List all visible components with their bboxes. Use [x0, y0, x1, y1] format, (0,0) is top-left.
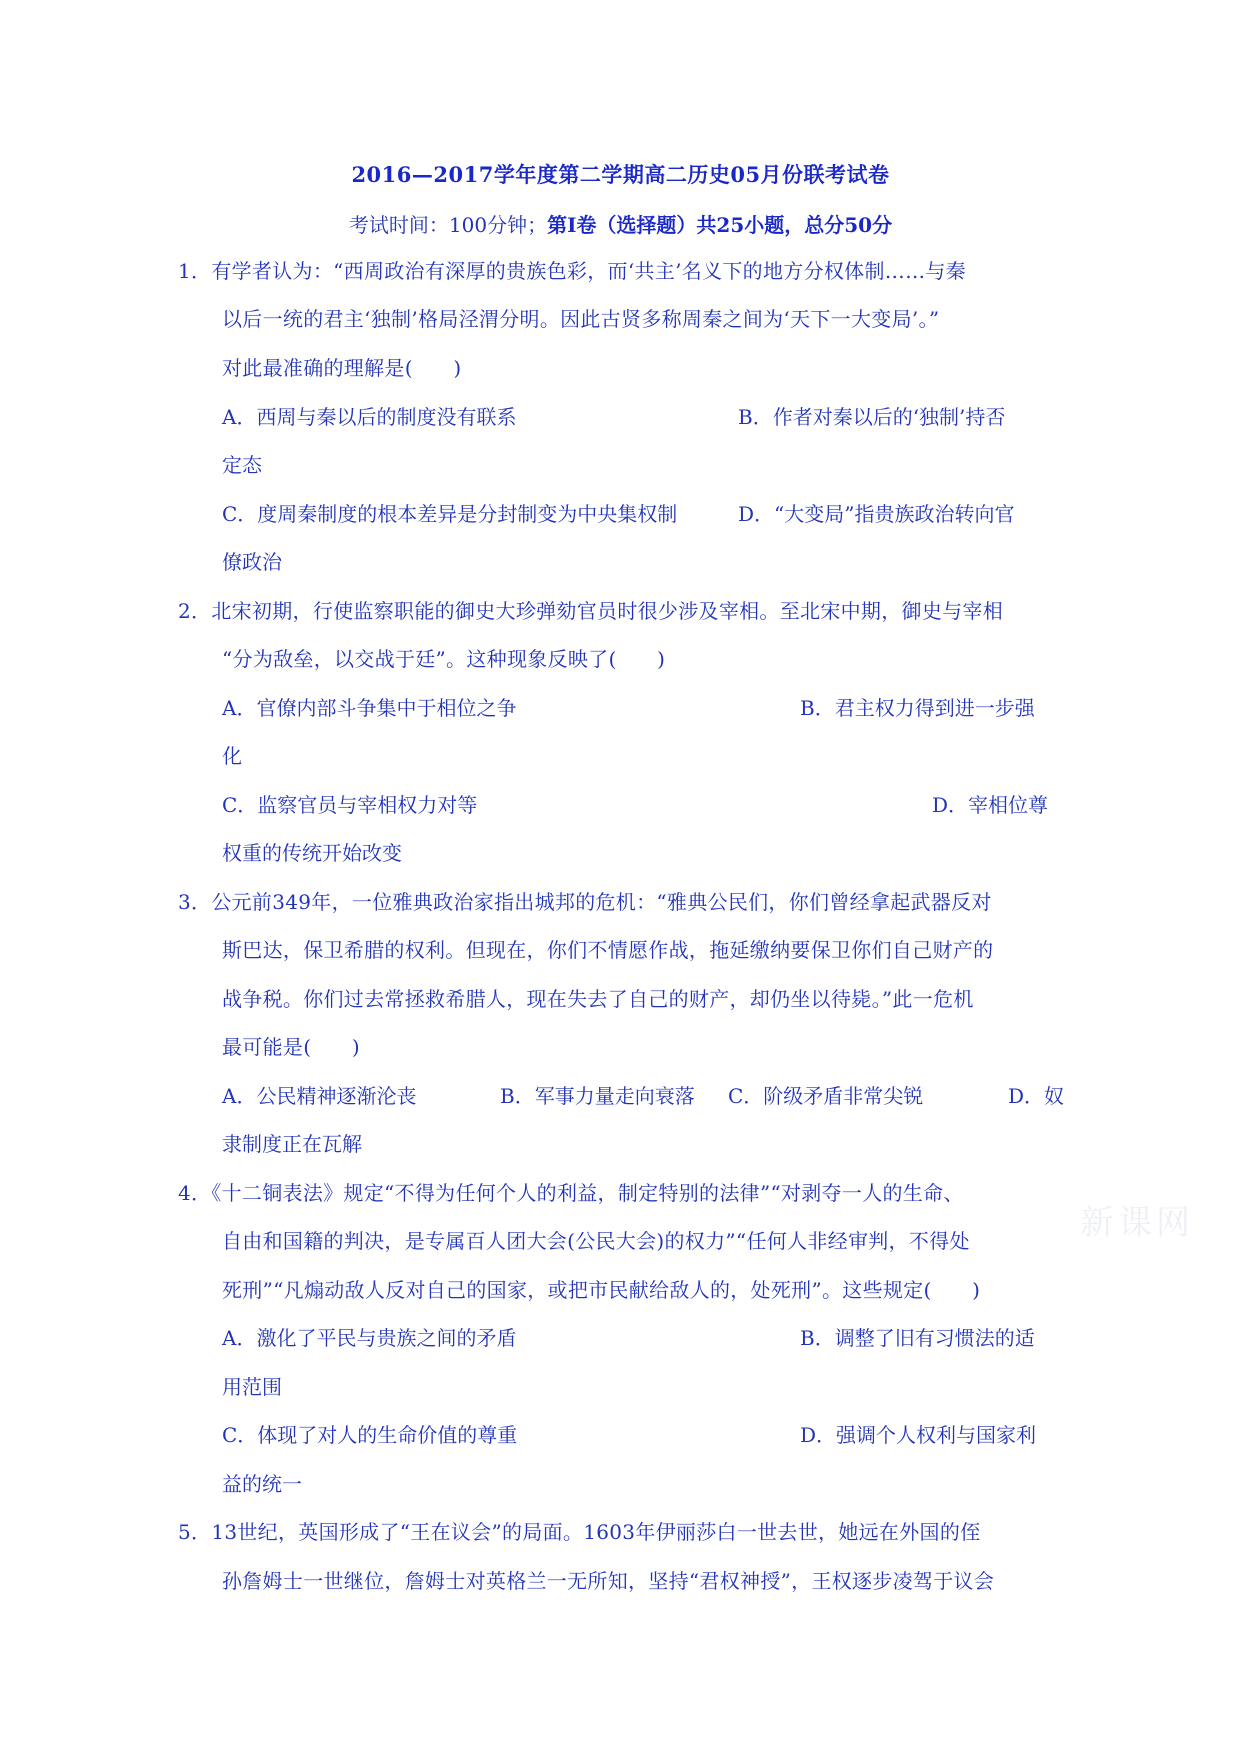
question-1-option-c: C．度周秦制度的根本差异是分封制变为中央集权制 [222, 502, 678, 526]
question-1-option-a: A．西周与秦以后的制度没有联系 [222, 405, 517, 429]
question-2-option-b: B．君主权力得到进一步强 [800, 696, 1035, 720]
question-3-option-d: D．奴 [1008, 1084, 1065, 1108]
question-2-option-c: C．监察官员与宰相权力对等 [222, 793, 478, 817]
question-1-stem-line: 以后一统的君主‘独制’格局泾渭分明。因此古贤多称周秦之间为‘天下一大变局’。” [222, 307, 940, 331]
question-4-option-b: B．调整了旧有习惯法的适 [800, 1326, 1035, 1350]
question-1-option-b: B．作者对秦以后的‘独制’持否 [738, 405, 1006, 429]
question-4-option-a: A．激化了平民与贵族之间的矛盾 [222, 1326, 517, 1350]
question-4-stem-line: 死刑”“凡煽动敌人反对自己的国家，或把市民献给敌人的，处死刑”。这些规定( ) [222, 1278, 981, 1302]
question-4-option-c: C．体现了对人的生命价值的尊重 [222, 1423, 518, 1447]
question-3-stem-line: 斯巴达，保卫希腊的权利。但现在，你们不情愿作战，拖延缴纳要保卫你们自己财产的 [222, 938, 994, 962]
question-3-option-b: B．军事力量走向衰落 [500, 1084, 695, 1108]
question-1-stem-line: 对此最准确的理解是( ) [222, 356, 462, 380]
question-4-option-b-cont: 用范围 [222, 1375, 282, 1399]
question-2-option-b-cont: 化 [222, 744, 242, 768]
question-4-option-d-cont: 益的统一 [222, 1472, 302, 1496]
watermark: 新课网 [1080, 1203, 1194, 1243]
question-1-option-b-cont: 定态 [222, 453, 262, 477]
exam-subtitle [0, 209, 1241, 238]
question-4-stem-line: 自由和国籍的判决，是专属百人团大会(公民大会)的权力”“任何人非经审判，不得处 [222, 1229, 970, 1253]
question-2-option-d-cont: 权重的传统开始改变 [222, 841, 402, 865]
question-5-stem-line: 孙詹姆士一世继位，詹姆士对英格兰一无所知，坚持“君权神授”，王权逐步凌驾于议会 [222, 1569, 995, 1593]
question-2-option-a: A．官僚内部斗争集中于相位之争 [222, 696, 517, 720]
question-3-option-a: A．公民精神逐渐沦丧 [222, 1084, 417, 1108]
question-2-stem-line: “分为敌垒，以交战于廷”。这种现象反映了( ) [222, 647, 666, 671]
question-2-option-d: D．宰相位尊 [932, 793, 1049, 817]
exam-title: 2016—2017学年度第二学期高二历史05月份联考试卷 [351, 162, 890, 187]
question-1-option-d: D．“大变局”指贵族政治转向官 [738, 502, 1015, 526]
question-4-option-d: D．强调个人权利与国家利 [800, 1423, 1037, 1447]
question-1-option-d-cont: 僚政治 [222, 550, 282, 574]
question-1-stem-line: 1．有学者认为：“西周政治有深厚的贵族色彩，而‘共主’名义下的地方分权体制……与秦 [178, 259, 966, 283]
question-4-stem-line: 4．《十二铜表法》规定“不得为任何个人的利益，制定特别的法律”“对剥夺一人的生命、 [178, 1181, 964, 1205]
exam-part-info: 第Ⅰ卷（选择题）共25小题，总分50分 [547, 213, 893, 237]
exam-time: 考试时间：100分钟； [348, 213, 548, 237]
question-3-stem-line: 战争税。你们过去常拯救希腊人，现在失去了自己的财产，却仍坐以待毙。”此一危机 [222, 987, 974, 1011]
question-3-option-c: C．阶级矛盾非常尖锐 [728, 1084, 924, 1108]
question-3-stem-line: 最可能是( ) [222, 1035, 361, 1059]
question-3-option-d-cont: 隶制度正在瓦解 [222, 1132, 362, 1156]
question-3-stem-line: 3．公元前349年，一位雅典政治家指出城邦的危机：“雅典公民们，你们曾经拿起武器反对 [178, 890, 992, 914]
question-2-stem-line: 2．北宋初期，行使监察职能的御史大珍弹劾官员时很少涉及宰相。至北宋中期，御史与宰相 [178, 599, 1004, 623]
question-5-stem-line: 5．13世纪，英国形成了“王在议会”的局面。1603年伊丽莎白一世去世，她远在外国的侄 [178, 1520, 981, 1544]
